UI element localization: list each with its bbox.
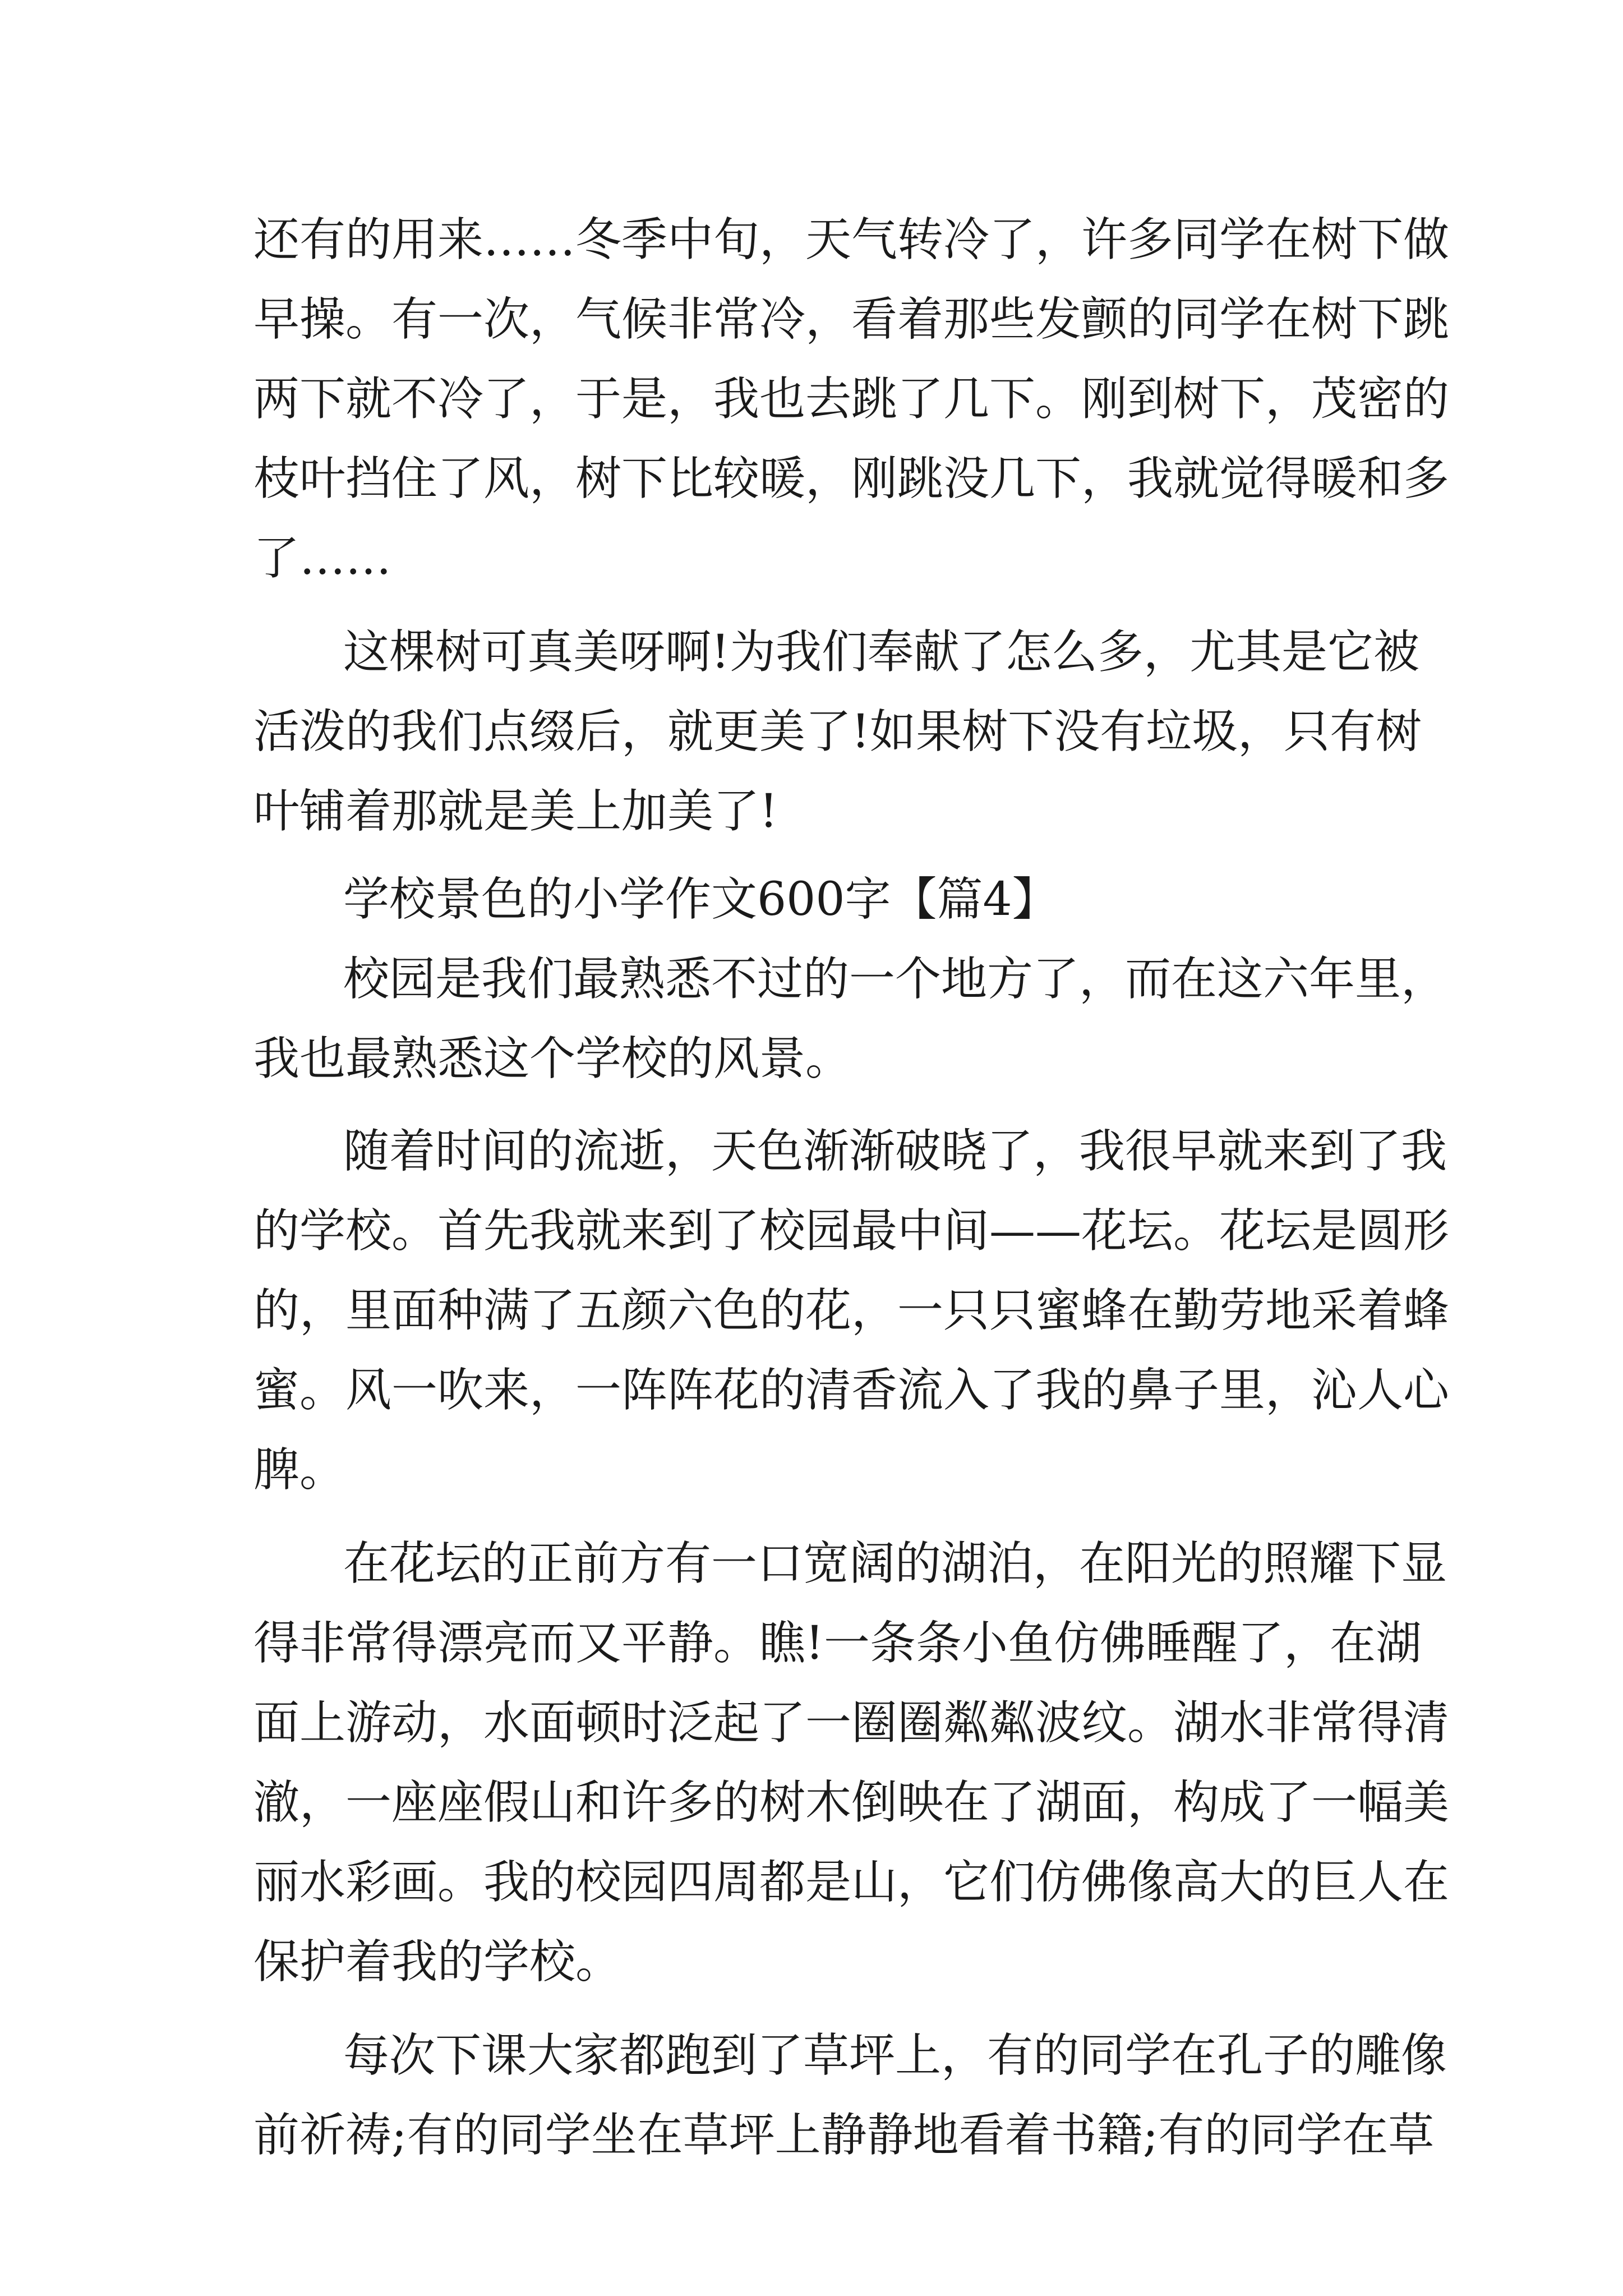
text-line: 蜜。风一吹来，一阵阵花的清香流入了我的鼻子里，沁人心: [253, 1364, 1450, 1417]
text-line: 叶铺着那就是美上加美了!: [253, 785, 778, 838]
text-line: 的，里面种满了五颜六色的花，一只只蜜蜂在勤劳地采着蜂: [253, 1284, 1450, 1337]
text-line: 前祈祷;有的同学坐在草坪上静静地看着书籍;有的同学在草: [253, 2109, 1435, 2162]
text-line: 我也最熟悉这个学校的风景。: [253, 1032, 852, 1085]
text-line: 面上游动，水面顿时泛起了一圈圈粼粼波纹。湖水非常得清: [253, 1696, 1450, 1750]
text-line: 脾。: [253, 1443, 346, 1497]
text-line: 活泼的我们点缀后，就更美了!如果树下没有垃圾，只有树: [253, 705, 1422, 758]
section-heading: 学校景色的小学作文600字【篇4】: [343, 873, 1058, 926]
text-line: 早操。有一次，气候非常冷，看着那些发颤的同学在树下跳: [253, 293, 1450, 346]
paragraph-start-line: 随着时间的流逝，天色渐渐破晓了，我很早就来到了我: [343, 1125, 1447, 1178]
text-line: 保护着我的学校。: [253, 1935, 622, 1989]
text-line: 丽水彩画。我的校园四周都是山，它们仿佛像高大的巨人在: [253, 1856, 1450, 1909]
text-line: 的学校。首先我就来到了校园最中间——花坛。花坛是圆形: [253, 1204, 1450, 1258]
text-line: 了……: [253, 532, 392, 585]
text-line: 两下就不冷了，于是，我也去跳了几下。刚到树下，茂密的: [253, 372, 1450, 426]
paragraph-start-line: 这棵树可真美呀啊!为我们奉献了怎么多，尤其是它被: [343, 625, 1419, 679]
text-line: 还有的用来……冬季中旬，天气转冷了，许多同学在树下做: [253, 213, 1450, 266]
paragraph-start-line: 在花坛的正前方有一口宽阔的湖泊，在阳光的照耀下显: [343, 1537, 1447, 1590]
paragraph-start-line: 校园是我们最熟悉不过的一个地方了，而在这六年里，: [343, 953, 1447, 1006]
text-line: 枝叶挡住了风，树下比较暖，刚跳没几下，我就觉得暖和多: [253, 452, 1450, 505]
text-line: 澈，一座座假山和许多的树木倒映在了湖面，构成了一幅美: [253, 1776, 1450, 1829]
text-line: 得非常得漂亮而又平静。瞧!一条条小鱼仿佛睡醒了，在湖: [253, 1617, 1422, 1670]
paragraph-start-line: 每次下课大家都跑到了草坪上，有的同学在孔子的雕像: [343, 2029, 1447, 2082]
